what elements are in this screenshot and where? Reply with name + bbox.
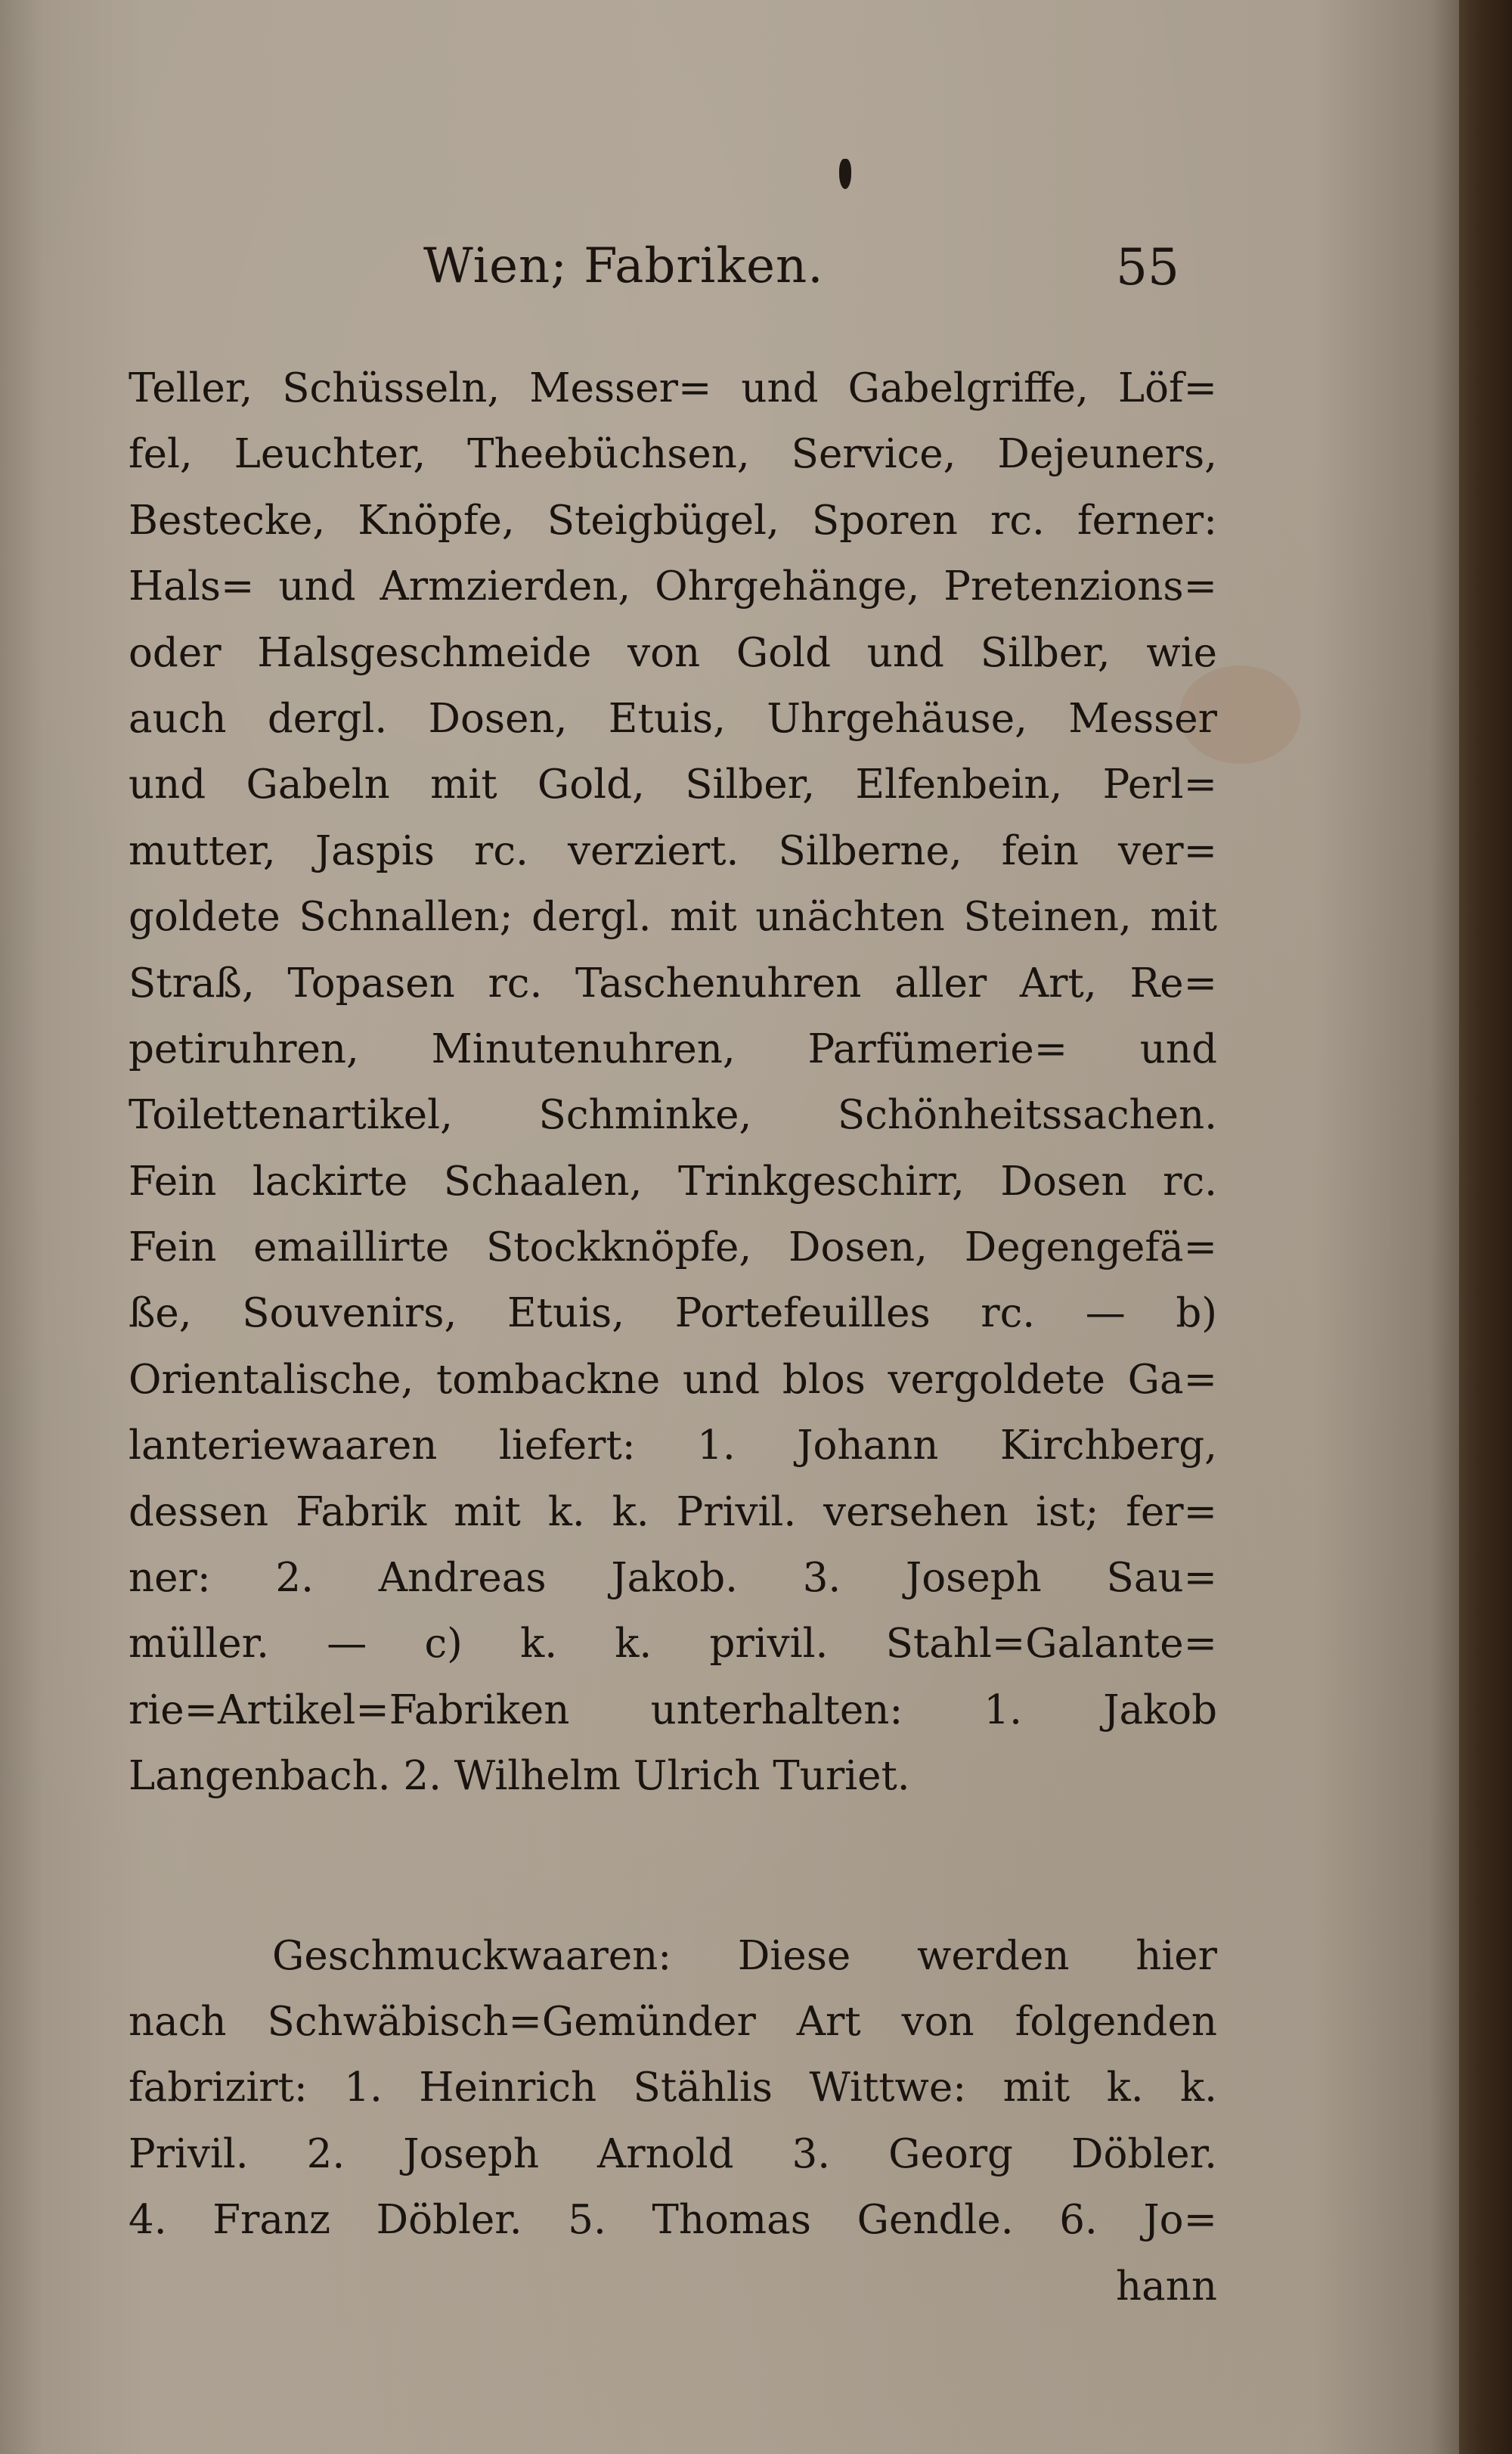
text-line: Fein emaillirte Stockknöpfe, Dosen, Degengefä= (129, 1224, 1217, 1271)
text-line: auch dergl. Dosen, Etuis, Uhrgehäuse, Messer (129, 695, 1217, 742)
text-line: mutter, Jaspis rc. verziert. Silberne, fein ver= (129, 827, 1217, 874)
text-line: lanteriewaaren liefert: 1. Johann Kirchberg, (129, 1422, 1217, 1469)
text-line: dessen Fabrik mit k. k. Privil. versehen ist; fer= (129, 1488, 1217, 1535)
text-line: ner: 2. Andreas Jakob. 3. Joseph Sau= (129, 1555, 1217, 1602)
text-line: Toilettenartikel, Schminke, Schönheitssachen. (129, 1092, 1217, 1139)
text-line: 4. Franz Döbler. 5. Thomas Gendle. 6. Jo= (129, 2197, 1217, 2244)
text-line: Bestecke, Knöpfe, Steigbügel, Sporen rc. ferner: (129, 497, 1217, 544)
ink-blot (839, 159, 851, 189)
text-line: Fein lackirte Schaalen, Trinkgeschirr, Dosen rc. (129, 1158, 1217, 1205)
text-line: Straß, Topasen rc. Taschenuhren aller Art, Re= (129, 960, 1217, 1007)
body-text (129, 355, 1217, 2319)
text-line: nach Schwäbisch=Gemünder Art von folgenden (129, 1998, 1217, 2045)
text-line: und Gabeln mit Gold, Silber, Elfenbein, Perl= (129, 762, 1217, 808)
text-line: Hals= und Armzierden, Ohrgehänge, Pretenzions= (129, 563, 1217, 610)
text-line: Langenbach. 2. Wilhelm Ulrich Turiet. (129, 1753, 910, 1800)
text-line: Teller, Schüsseln, Messer= und Gabelgriffe, Löf= (129, 365, 1217, 411)
page-number: 55 (1116, 238, 1179, 296)
paragraph-gap (129, 1810, 1217, 1923)
text-line: rie=Artikel=Fabriken unterhalten: 1. Jakob (129, 1686, 1217, 1733)
text-line: goldete Schnallen; dergl. mit unächten Steinen, mit (129, 894, 1217, 941)
running-title: Wien; Fabriken. (423, 238, 824, 294)
text-line: fabrizirt: 1. Heinrich Stählis Wittwe: mit k. k. (129, 2065, 1217, 2111)
text-line: ße, Souvenirs, Etuis, Portefeuilles rc. — b) (129, 1290, 1217, 1337)
text-line: petiruhren, Minutenuhren, Parfümerie= und (129, 1025, 1217, 1072)
book-spine-edge (1459, 0, 1512, 2454)
text-line: oder Halsgeschmeide von Gold und Silber, wie (129, 629, 1217, 676)
text-line: Geschmuckwaaren: Diese werden hier (272, 1932, 1217, 1979)
text-line: fel, Leuchter, Theebüchsen, Service, Dejeuners, (129, 431, 1217, 478)
text-line: Privil. 2. Joseph Arnold 3. Georg Döbler. (129, 2130, 1217, 2177)
text-line: Orientalische, tombackne und blos vergoldete Ga= (129, 1356, 1217, 1403)
catch-word: hann (1115, 2263, 1217, 2310)
page-header (423, 238, 1179, 321)
text-line: müller. — c) k. k. privil. Stahl=Galante= (129, 1621, 1217, 1668)
